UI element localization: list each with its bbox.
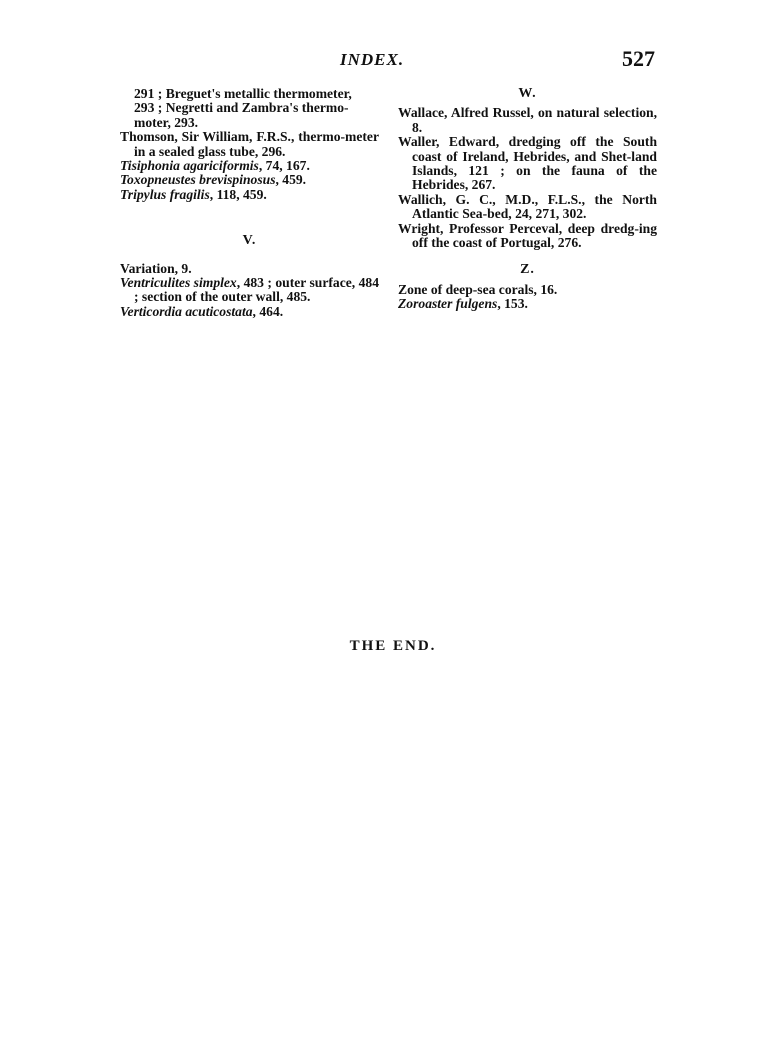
index-entry: Waller, Edward, dredging off the South coast of Ireland, Hebrides, and Shet-land Islands, 121 ; on the fauna of the Hebrides, 267. [398,134,657,193]
index-entry: Zoroaster fulgens, 153. [398,296,528,312]
continued-line: moter, 293. [134,114,199,130]
index-column-left [120,87,379,319]
continued-entry [120,87,379,130]
index-entry: Toxopneustes brevispinosus, 459. [120,172,307,188]
index-entry: Zone of deep-sea corals, 16. [398,281,558,297]
index-entry: Tisiphonia agariciformis, 74, 167. [120,158,310,174]
the-end-label: THE END. [349,638,437,654]
section-letter-z: Z. [520,262,535,278]
running-head [0,46,776,80]
index-entry: Thomson, Sir William, F.R.S., thermo-meter in a sealed glass tube, 296. [120,129,379,159]
section-letter-w: W. [518,86,537,101]
index-entry: Wallace, Alfred Russel, on natural selection, 8. [398,105,657,135]
index-entry: Variation, 9. [120,260,192,276]
index-column-right [398,87,657,312]
continued-line: 293 ; Negretti and Zambra's thermo- [134,100,349,116]
section-letter-v: V. [242,233,257,249]
continued-line: 291 ; Breguet's metallic thermometer, [134,86,352,101]
page-title: INDEX. [340,50,405,69]
index-entry: Wright, Professor Perceval, deep dredg-ing off the coast of Portugal, 276. [398,220,657,251]
index-entry: Verticordia acuticostata, 464. [120,303,284,319]
index-entry: Tripylus fragilis, 118, 459. [120,186,267,202]
index-entry: Wallich, G. C., M.D., F.L.S., the North Atlantic Sea-bed, 24, 271, 302. [398,191,657,222]
index-entry: Ventriculites simplex, 483 ; outer surface, 484 ; section of the outer wall, 485. [120,275,379,305]
page-number: 527 [622,46,655,71]
